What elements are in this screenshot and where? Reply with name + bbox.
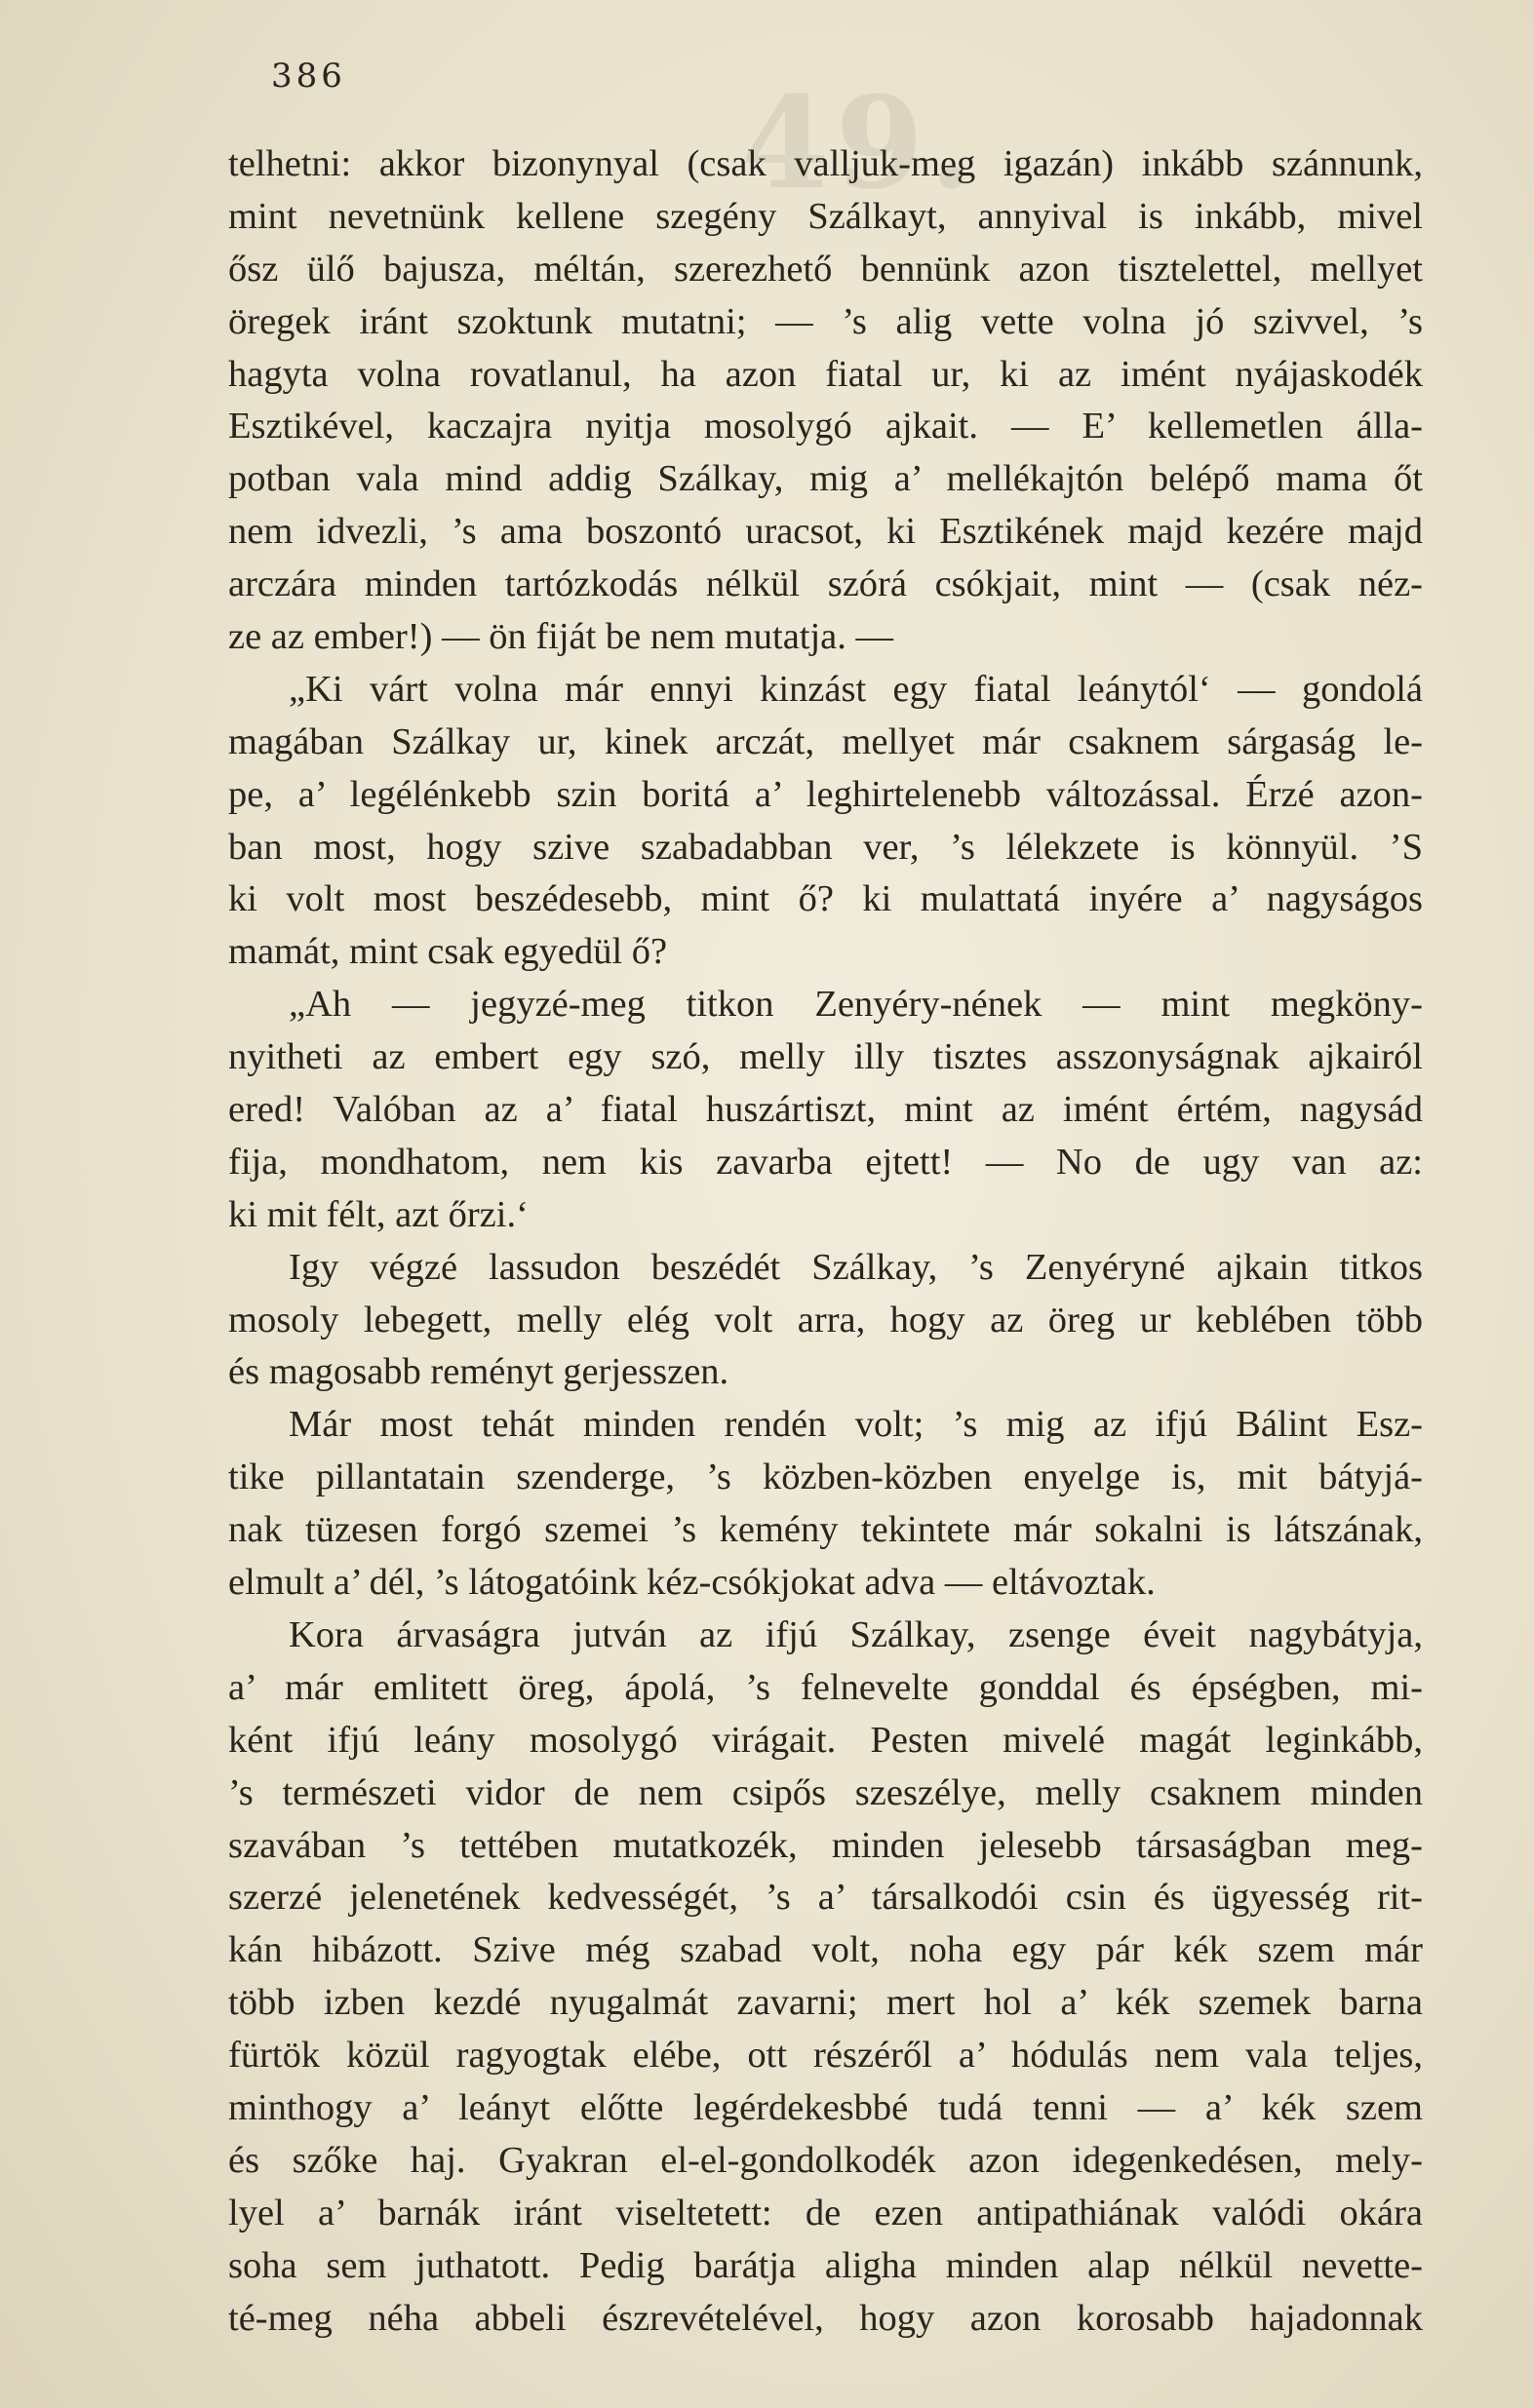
text-line: több izben kezdé nyugalmát zavarni; mert hol a’ kék szemek barna — [228, 1982, 1423, 2024]
text-line: ban most, hogy szive szabadabban ver, ’s lélekzete is könnyül. ’S — [228, 826, 1423, 868]
text-line: öregek iránt szoktunk mutatni; — ’s alig vette volna jó szivvel, ’s — [228, 300, 1423, 342]
text-line: nak tüzesen forgó szemei ’s kemény tekintete már sokalni is látszának, — [228, 1509, 1423, 1551]
text-line: Már most tehát minden rendén volt; ’s mig az ifjú Bálint Esz- — [289, 1404, 1423, 1446]
text-line: arczára minden tartózkodás nélkül szórá csókjait, mint — (csak néz- — [228, 563, 1423, 605]
text-line: soha sem juthatott. Pedig barátja aligha minden alap nélkül nevette- — [228, 2244, 1423, 2286]
text-line: ként ifjú leány mosolygó virágait. Pesten mivelé magát leginkább, — [228, 1719, 1423, 1761]
text-line: mint nevetnünk kellene szegény Szálkayt, annyival is inkább, mivel — [228, 195, 1423, 237]
text-line: minthogy a’ leányt előtte legérdekesbbé tudá tenni — a’ kék szem — [228, 2086, 1423, 2128]
text-line: „Ah — jegyzé-meg titkon Zenyéry-nének — mint megköny- — [289, 984, 1423, 1026]
text-line: mosoly lebegett, melly elég volt arra, hogy az öreg ur keblében több — [228, 1299, 1423, 1340]
text-line: telhetni: akkor bizonynyal (csak valljuk-meg igazán) inkább szánnunk, — [228, 143, 1423, 184]
page-number: 386 — [271, 57, 346, 96]
text-line: ki volt most beszédesebb, mint ő? ki mulattatá inyére a’ nagyságos — [228, 878, 1423, 920]
text-line: tike pillantatain szenderge, ’s közben-közben enyelge is, mit bátyjá- — [228, 1456, 1423, 1498]
text-line: és magosabb reményt gerjesszen. — [228, 1351, 729, 1393]
text-line: szavában ’s tettében mutatkozék, minden jelesebb társaságban meg- — [228, 1824, 1423, 1866]
text-line: pe, a’ legélénkebb szin boritá a’ leghirtelenebb változással. Érzé azon- — [228, 773, 1423, 815]
text-line: Esztikével, kaczajra nyitja mosolygó ajkait. — E’ kellemetlen álla- — [228, 406, 1423, 447]
text-line: magában Szálkay ur, kinek arczát, mellyet már csaknem sárgaság le- — [228, 720, 1423, 762]
text-line: potban vala mind addig Szálkay, mig a’ mellékajtón belépő mama őt — [228, 458, 1423, 500]
text-line: szerzé jelenetének kedvességét, ’s a’ társalkodói csin és ügyesség rit- — [228, 1877, 1423, 1919]
text-line: té-meg néha abbeli észrevételével, hogy azon korosabb hajadonnak — [228, 2297, 1423, 2339]
text-line: ősz ülő bajusza, méltán, szerezhető bennünk azon tisztelettel, mellyet — [228, 248, 1423, 290]
text-line: lyel a’ barnák iránt viseltetett: de ezen antipathiának valódi okára — [228, 2192, 1423, 2233]
bleed-through-text: 49. — [741, 68, 980, 217]
text-line: fija, mondhatom, nem kis zavarba ejtett! — No de ugy van az: — [228, 1141, 1423, 1183]
text-line: elmult a’ dél, ’s látogatóink kéz-csókjokat adva — eltávoztak. — [228, 1562, 1156, 1604]
text-line: ki mit félt, azt őrzi.‘ — [228, 1193, 529, 1235]
text-line: ered! Valóban az a’ fiatal huszártiszt, mint az imént értém, nagysád — [228, 1089, 1423, 1131]
text-line: mamát, mint csak egyedül ő? — [228, 931, 668, 973]
text-line: Igy végzé lassudon beszédét Szálkay, ’s Zenyéryné ajkain titkos — [289, 1246, 1423, 1288]
text-line: hagyta volna rovatlanul, ha azon fiatal ur, ki az imént nyájaskodék — [228, 353, 1423, 395]
text-line: fürtök közül ragyogtak elébe, ott részéről a’ hódulás nem vala teljes, — [228, 2035, 1423, 2077]
text-line: Kora árvaságra jutván az ifjú Szálkay, zsenge éveit nagybátyja, — [289, 1613, 1423, 1655]
text-line: „Ki várt volna már ennyi kinzást egy fiatal leánytól‘ — gondolá — [289, 668, 1423, 710]
text-line: kán hibázott. Szive még szabad volt, noha egy pár kék szem már — [228, 1929, 1423, 1971]
text-line: ’s természeti vidor de nem csipős szeszélye, melly csaknem minden — [228, 1771, 1423, 1813]
text-line: nem idvezli, ’s ama boszontó uracsot, ki Esztikének majd kezére majd — [228, 511, 1423, 553]
text-line: a’ már emlitett öreg, ápolá, ’s felnevelte gonddal és épségben, mi- — [228, 1666, 1423, 1708]
text-line: nyitheti az embert egy szó, melly illy tisztes asszonyságnak ajkairól — [228, 1036, 1423, 1078]
body-text — [228, 138, 1423, 2345]
text-line: és szőke haj. Gyakran el-el-gondolkodék azon idegenkedésen, mely- — [228, 2139, 1423, 2181]
text-line: ze az ember!) — ön fiját be nem mutatja. — — [228, 616, 894, 658]
